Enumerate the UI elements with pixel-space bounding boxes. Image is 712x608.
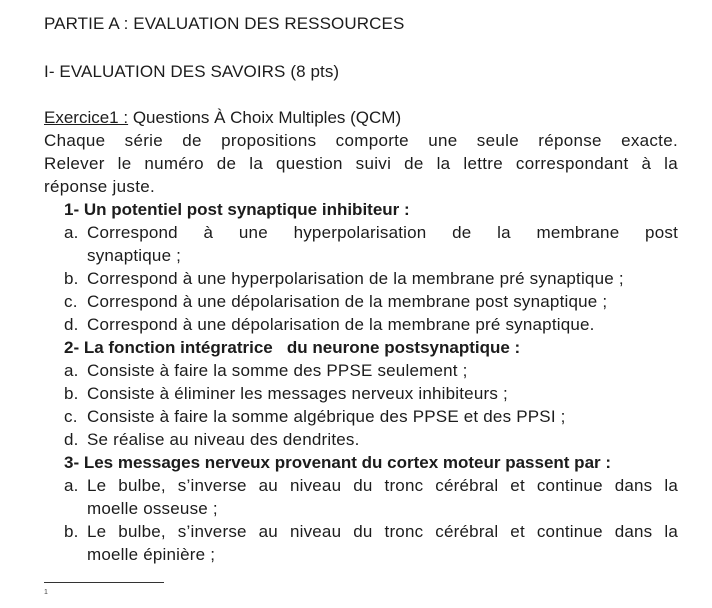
option-text: Correspond à une dépolarisation de la membrane pré synaptique. <box>87 315 595 334</box>
option-2b <box>44 382 678 405</box>
question-1-options <box>44 221 678 336</box>
part-title: PARTIE A : EVALUATION DES RESSOURCES <box>44 14 405 33</box>
option-3b <box>44 520 678 566</box>
option-text: Consiste à faire la somme des PPSE seulement ; <box>87 361 468 380</box>
option-letter: b. <box>64 522 79 541</box>
exercise-label: Exercice1 : <box>44 108 129 127</box>
option-letter: d. <box>64 430 79 449</box>
option-2d <box>44 428 678 451</box>
option-letter: b. <box>64 269 79 288</box>
option-letter: a. <box>64 476 79 495</box>
option-3a <box>44 474 678 520</box>
instructions-line: Relever le numéro de la question suivi de la lettre correspondant à la <box>44 154 678 173</box>
question-3-title: 3- Les messages nerveux provenant du cortex moteur passent par : <box>64 453 612 472</box>
option-1a <box>44 221 678 267</box>
option-1c <box>44 290 678 313</box>
option-letter: b. <box>64 384 79 403</box>
exercise-heading: Questions À Choix Multiples (QCM) <box>128 108 402 127</box>
section-title: I- EVALUATION DES SAVOIRS (8 pts) <box>44 62 340 81</box>
option-1d <box>44 313 678 336</box>
option-text-line: Le bulbe, s’inverse au niveau du tronc cérébral et continue dans la <box>87 476 678 495</box>
question-1-title: 1- Un potentiel post synaptique inhibiteur : <box>64 200 410 219</box>
option-letter: d. <box>64 315 79 334</box>
option-text-line: synaptique ; <box>87 246 182 265</box>
exercise-block <box>44 106 678 566</box>
option-text-line: Correspond à une hyperpolarisation de la membrane post <box>87 223 678 242</box>
question-2-title: 2- La fonction intégratrice du neurone postsynaptique : <box>64 338 521 357</box>
option-letter: a. <box>64 223 79 242</box>
option-1b <box>44 267 678 290</box>
option-text: Consiste à éliminer les messages nerveux inhibiteurs ; <box>87 384 508 403</box>
option-letter: c. <box>64 407 78 426</box>
option-text: Correspond à une hyperpolarisation de la membrane pré synaptique ; <box>87 269 624 288</box>
option-text: Se réalise au niveau des dendrites. <box>87 430 360 449</box>
option-letter: a. <box>64 361 79 380</box>
option-2c <box>44 405 678 428</box>
option-text-line: moelle épinière ; <box>87 545 216 564</box>
option-letter: c. <box>64 292 78 311</box>
question-2-options <box>44 359 678 451</box>
option-text-line: moelle osseuse ; <box>87 499 218 518</box>
option-2a <box>44 359 678 382</box>
exercise-title <box>44 106 678 129</box>
question-3-options <box>44 474 678 566</box>
option-text-line: Le bulbe, s’inverse au niveau du tronc cérébral et continue dans la <box>87 522 678 541</box>
instructions-line: Chaque série de propositions comporte une seule réponse exacte. <box>44 131 678 150</box>
option-text: Consiste à faire la somme algébrique des PPSE et des PPSI ; <box>87 407 566 426</box>
footnote-divider <box>44 582 164 583</box>
footnote-number: 1 <box>44 589 48 596</box>
exercise-instructions <box>44 129 678 198</box>
option-text: Correspond à une dépolarisation de la membrane post synaptique ; <box>87 292 608 311</box>
instructions-line: réponse juste. <box>44 177 155 196</box>
